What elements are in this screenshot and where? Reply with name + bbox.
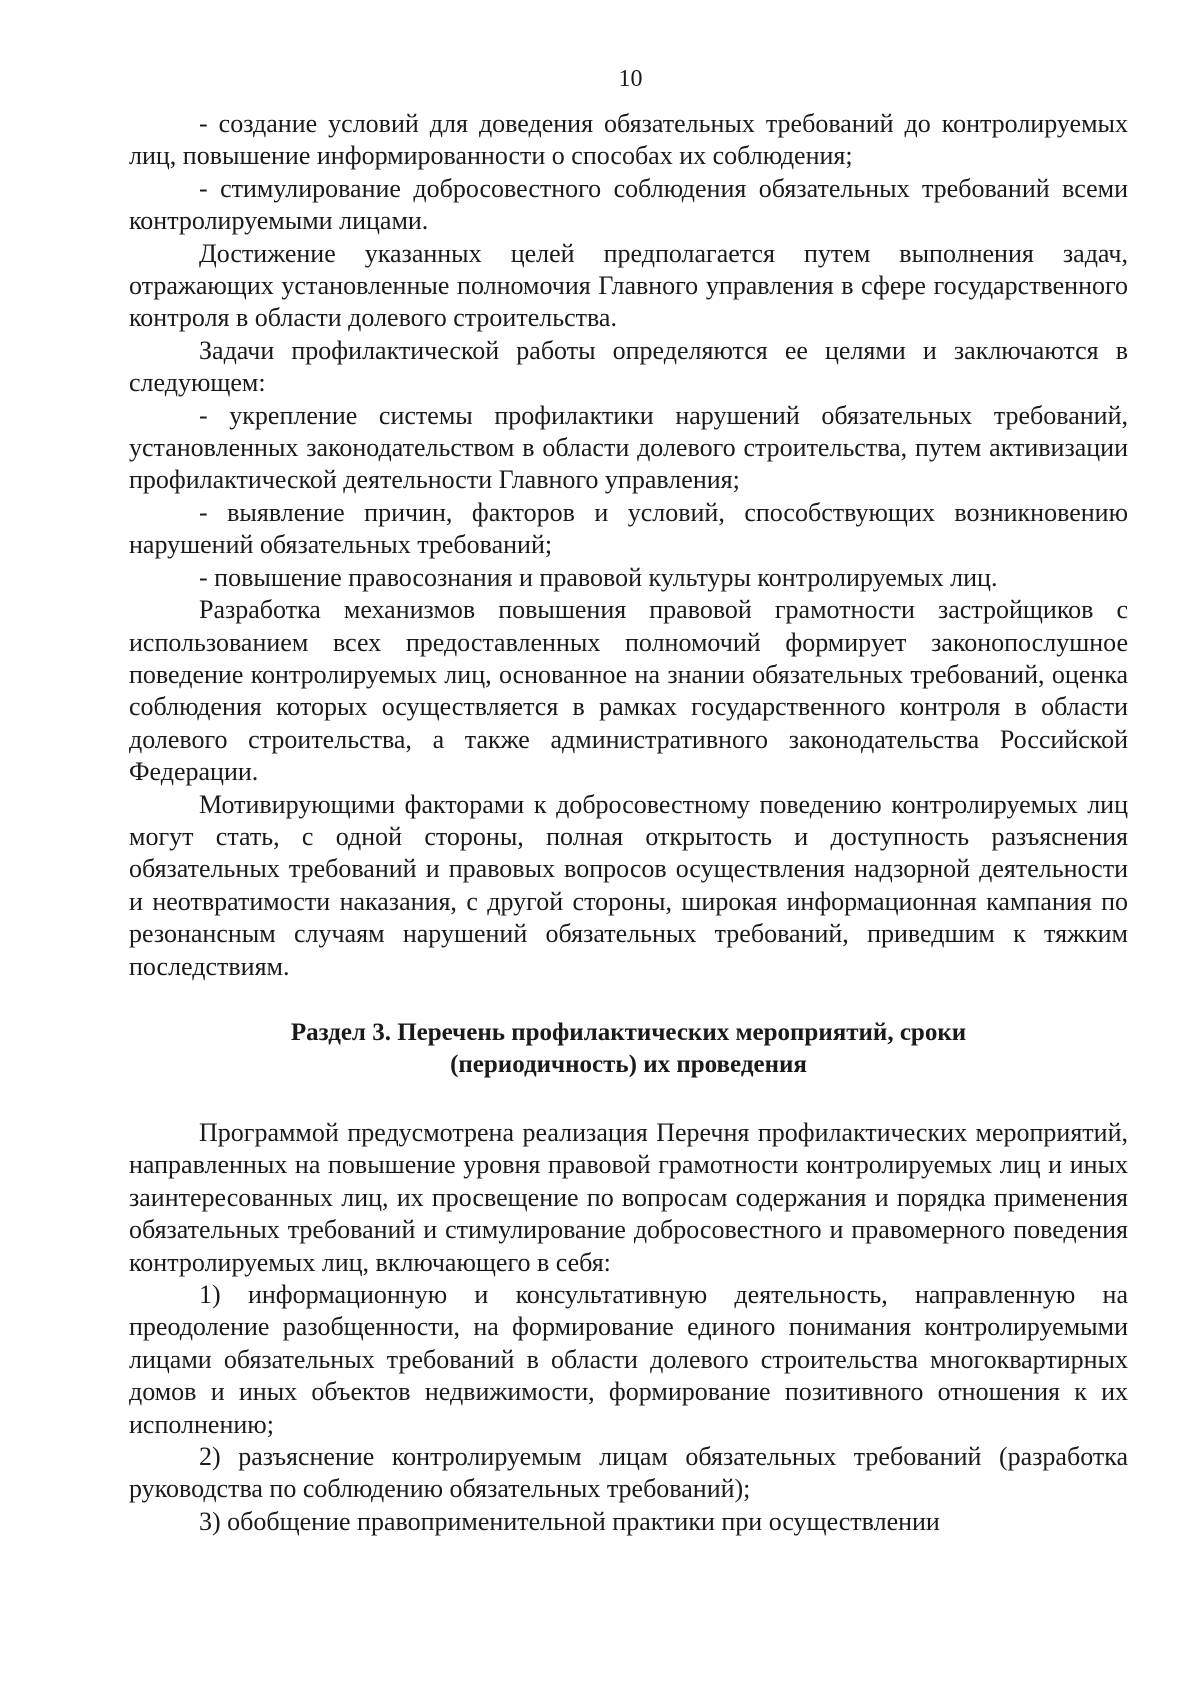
paragraph: Мотивирующими факторами к добросовестному поведению контролируемых лиц могут стать, с одной стороны, полная открытость и доступность разъяснения обязательных требований и правовых вопросов осуществления надзорной деятельности и неотвратимости наказания, с другой стороны, широкая информационная кампания по резонансным случаям нарушений обязательных требований, приведшим к тяжким последствиям. [129, 789, 1128, 981]
paragraph: 3) обобщение правоприменительной практики при осуществлении [199, 1506, 940, 1536]
section-heading [129, 1017, 1128, 1081]
page-number: 10 [618, 66, 643, 92]
paragraph: 1) информационную и консультативную деятельность, направленную на преодоление разобщенности, на формирование единого понимания контролируемыми лицами обязательных требований в области долевого строительства многоквартирных домов и иных объектов недвижимости, формирование позитивного отношения к их исполнению; [129, 1280, 1128, 1439]
paragraph: 2) разъяснение контролируемым лицам обязательных требований (разработка руководства по соблюдению обязательных требований); [129, 1442, 1128, 1504]
section-heading-line: (периодичность) их проведения [450, 1050, 807, 1078]
paragraph: Разработка механизмов повышения правовой грамотности застройщиков с использованием всех предоставленных полномочий формирует законопослушное поведение контролируемых лиц, основанное на знании обязательных требований, оценка соблюдения которых осуществляется в рамках государственного контроля в области долевого строительства, а также административного законодательства Российской Федерации. [129, 595, 1128, 787]
paragraph: Задачи профилактической работы определяются ее целями и заключаются в следующем: [129, 335, 1128, 398]
paragraph: - стимулирование добросовестного соблюдения обязательных требований всеми контролируемыми лицами. [129, 173, 1128, 236]
paragraph: - выявление причин, факторов и условий, способствующих возникновению нарушений обязательных требований; [129, 497, 1128, 560]
paragraph: - повышение правосознания и правовой культуры контролируемых лиц. [199, 562, 998, 592]
paragraph: - создание условий для доведения обязательных требований до контролируемых лиц, повышение информированности о способах их соблюдения; [129, 109, 1128, 171]
paragraph: Программой предусмотрена реализация Перечня профилактических мероприятий, направленных на повышение уровня правовой грамотности контролируемых лиц и иных заинтересованных лиц, их просвещение по вопросам содержания и порядка применения обязательных требований и стимулирование добросовестного и правомерного поведения контролируемых лиц, включающего в себя: [129, 1117, 1128, 1277]
section-heading-line: Раздел 3. Перечень профилактических мероприятий, сроки [290, 1018, 967, 1046]
paragraph: - укрепление системы профилактики нарушений обязательных требований, установленных законодательством в области долевого строительства, путем активизации профилактической деятельности Главного управления; [129, 400, 1128, 495]
paragraph: Достижение указанных целей предполагается путем выполнения задач, отражающих установленные полномочия Главного управления в сфере государственного контроля в области долевого строительства. [129, 238, 1128, 333]
